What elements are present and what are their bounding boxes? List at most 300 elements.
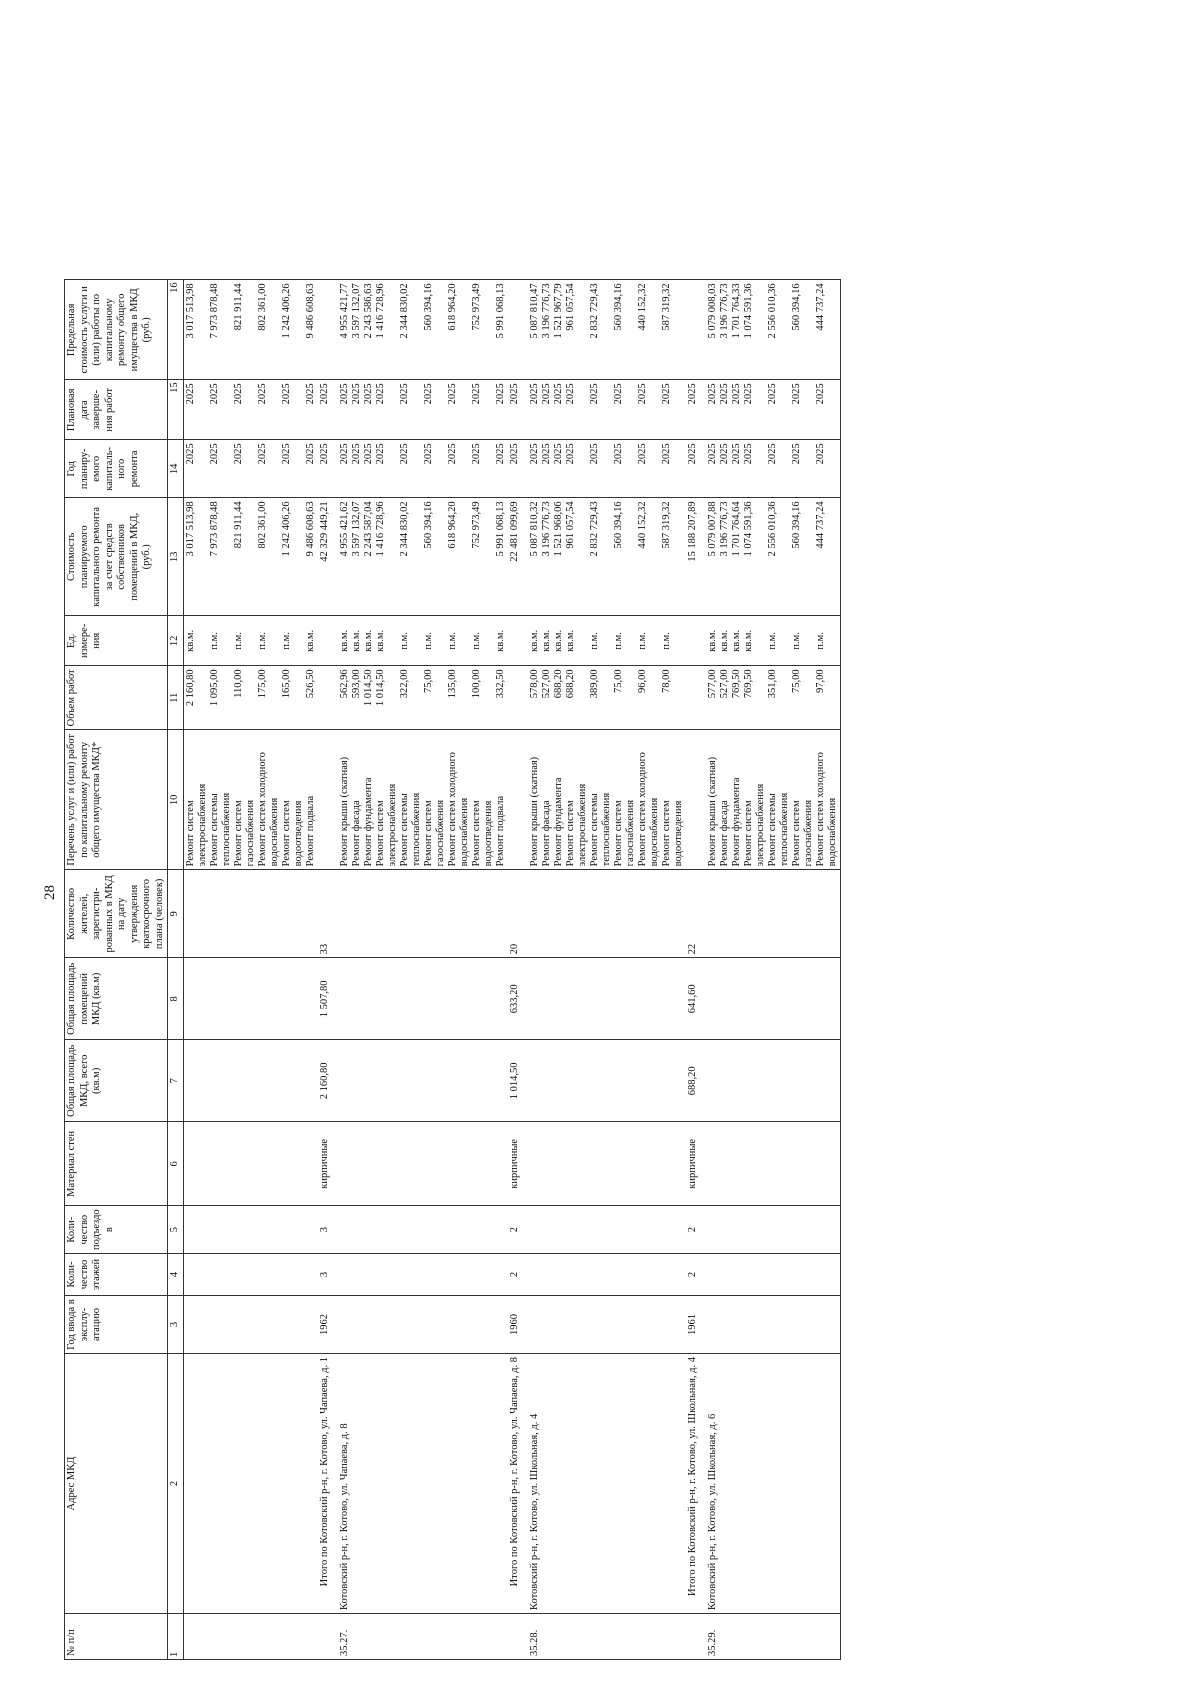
- line-spacer: [779, 669, 791, 726]
- line-spacer: [673, 501, 685, 612]
- unit-item: кв.м.: [350, 629, 362, 652]
- work-item-cont: газоснабжения: [244, 799, 256, 867]
- volume-item: 75,00: [422, 669, 434, 693]
- limit-item: 1 416 728,96: [374, 283, 386, 339]
- col-header-entrances: Коли-чество подъездо в: [65, 1206, 168, 1254]
- header-row: [65, 280, 168, 1660]
- work-item-cont: теплоснабжения: [220, 792, 232, 867]
- work-item: Ремонт систем: [374, 800, 386, 867]
- cost-item: 961 057,54: [564, 501, 576, 549]
- limit-cell: [183, 280, 318, 380]
- work-item: Ремонт крыши (скатная): [338, 756, 350, 867]
- cost-item: 1 416 728,96: [374, 501, 386, 557]
- end-item: 2025: [304, 383, 316, 405]
- cost-item: 3 196 776,73: [718, 501, 730, 557]
- year-item: 2025: [660, 443, 672, 465]
- volume-item: 75,00: [790, 669, 802, 693]
- line-spacer: [411, 619, 423, 662]
- total-plan-year: 2025: [686, 440, 700, 498]
- unit-cell: [338, 616, 508, 666]
- total-end-date: 2025: [686, 380, 700, 440]
- item-number: 35.29.: [706, 1614, 841, 1660]
- volume-item: 135,00: [446, 669, 458, 699]
- line-spacer: [601, 443, 613, 494]
- column-number-row: [168, 280, 184, 1660]
- item-number: 35.28.: [528, 1614, 686, 1660]
- total-residents: 33: [318, 870, 332, 958]
- line-spacer: [755, 619, 767, 662]
- cost-item: 3 017 513,98: [184, 501, 196, 557]
- work-item: Ремонт систем холодного: [636, 752, 648, 867]
- unit-item: п.м.: [612, 632, 624, 650]
- year-item: 2025: [612, 443, 624, 465]
- year-item: 2025: [790, 443, 802, 465]
- volume-cell: [706, 666, 841, 730]
- cost-item: 1 701 764,64: [730, 501, 742, 557]
- year-item: 2025: [256, 443, 268, 465]
- cost-item: 9 486 608,63: [304, 501, 316, 557]
- line-spacer: [779, 619, 791, 662]
- line-spacer: [245, 619, 257, 662]
- col-header-residents: Количество жителей, зарегистри-рованных в МКД на дату утверждения краткосрочного плана (человек): [65, 870, 168, 958]
- end-item: 2025: [256, 383, 268, 405]
- line-spacer: [625, 283, 637, 376]
- end-item: 2025: [528, 383, 540, 405]
- line-spacer: [483, 501, 495, 612]
- line-spacer: [577, 501, 589, 612]
- volume-item: 1 095,00: [208, 669, 220, 707]
- end-item: 2025: [398, 383, 410, 405]
- total-area-rooms: 633,20: [508, 958, 522, 1040]
- line-spacer: [827, 283, 839, 376]
- line-spacer: [625, 383, 637, 436]
- unit-item: п.м.: [208, 632, 220, 650]
- cost-item: 5 087 810,32: [528, 501, 540, 557]
- col-num-14: 14: [168, 440, 184, 498]
- line-spacer: [755, 501, 767, 612]
- unit-item: кв.м.: [304, 629, 316, 652]
- work-group-row: [338, 280, 508, 1660]
- end-item: 2025: [446, 383, 458, 405]
- unit-item: кв.м.: [362, 629, 374, 652]
- plan-year-cell: [528, 440, 686, 498]
- cost-item: 560 394,16: [790, 501, 802, 549]
- cost-item: 821 911,44: [232, 501, 244, 549]
- work-item-cont: теплоснабжения: [600, 792, 612, 867]
- total-cost: 22 481 099,69: [508, 498, 522, 616]
- line-spacer: [483, 669, 495, 726]
- work-item: Ремонт системы: [398, 793, 410, 867]
- line-spacer: [221, 501, 233, 612]
- line-spacer: [601, 283, 613, 376]
- line-spacer: [293, 283, 305, 376]
- end-item: 2025: [612, 383, 624, 405]
- line-spacer: [269, 443, 281, 494]
- limit-item: 2 243 586,63: [362, 283, 374, 339]
- year-item: 2025: [636, 443, 648, 465]
- cost-cell: [338, 498, 508, 616]
- col-header-address: Адрес МКД: [65, 1354, 168, 1614]
- work-item: Ремонт систем: [660, 800, 672, 867]
- work-item: Ремонт систем: [470, 800, 482, 867]
- end-item: 2025: [718, 383, 730, 405]
- volume-item: 389,00: [588, 669, 600, 699]
- volume-item: 2 160,80: [184, 669, 196, 707]
- line-spacer: [269, 669, 281, 726]
- col-header-plan-year: Год планиру-емого капиталь-ного ремонта: [65, 440, 168, 498]
- limit-item: 1 074 591,36: [742, 283, 754, 339]
- line-spacer: [601, 669, 613, 726]
- works-cell: [183, 730, 318, 870]
- unit-item: п.м.: [232, 632, 244, 650]
- year-item: 2025: [706, 443, 718, 465]
- line-spacer: [483, 383, 495, 436]
- line-spacer: [803, 283, 815, 376]
- unit-item: п.м.: [814, 632, 826, 650]
- work-group-row: [528, 280, 686, 1660]
- line-spacer: [673, 619, 685, 662]
- works-cell: [528, 730, 686, 870]
- line-spacer: [625, 619, 637, 662]
- item-number: 35.27.: [338, 1614, 508, 1660]
- col-header-year: Год ввода в эксплу-атацию: [65, 1296, 168, 1354]
- line-spacer: [459, 443, 471, 494]
- rotated-page: [40, 50, 1145, 1660]
- total-year: 1961: [686, 1296, 700, 1354]
- line-spacer: [221, 383, 233, 436]
- line-spacer: [803, 501, 815, 612]
- total-end-date: 2025: [318, 380, 332, 440]
- volume-item: 562,96: [338, 669, 350, 699]
- work-item-cont: газоснабжения: [802, 799, 814, 867]
- unit-cell: [706, 616, 841, 666]
- year-item: 2025: [280, 443, 292, 465]
- total-entrances: 2: [686, 1206, 700, 1254]
- line-spacer: [221, 443, 233, 494]
- address-cell: Котовский р-н, г. Котово, ул. Чапаева, д. 8: [338, 1354, 508, 1614]
- total-floors: 2: [686, 1254, 700, 1296]
- limit-item: 802 361,00: [256, 283, 268, 331]
- work-item: Ремонт системы: [208, 793, 220, 867]
- end-item: 2025: [494, 383, 506, 405]
- volume-item: 577,00: [706, 669, 718, 699]
- volume-cell: [528, 666, 686, 730]
- col-header-area-total: Общая площадь МКД, всего (кв.м): [65, 1040, 168, 1122]
- total-year: 1960: [508, 1296, 522, 1354]
- line-spacer: [577, 619, 589, 662]
- cost-item: 5 079 007,88: [706, 501, 718, 557]
- line-spacer: [803, 619, 815, 662]
- line-spacer: [197, 383, 209, 436]
- line-spacer: [197, 501, 209, 612]
- line-spacer: [293, 443, 305, 494]
- line-spacer: [483, 443, 495, 494]
- total-row: [508, 280, 522, 1660]
- unit-item: кв.м.: [494, 629, 506, 652]
- col-num-12: 12: [168, 616, 184, 666]
- line-spacer: [435, 619, 447, 662]
- plan-year-cell: [338, 440, 508, 498]
- line-spacer: [245, 501, 257, 612]
- col-header-volume: Объем работ: [65, 666, 168, 730]
- unit-cell: [528, 616, 686, 666]
- col-header-num: № п/п: [65, 1614, 168, 1660]
- line-spacer: [459, 501, 471, 612]
- line-spacer: [755, 669, 767, 726]
- volume-item: 322,00: [398, 669, 410, 699]
- cost-item: 560 394,16: [422, 501, 434, 549]
- total-area-total: 1 014,50: [508, 1040, 522, 1122]
- limit-item: 1 521 967,79: [552, 283, 564, 339]
- line-spacer: [625, 501, 637, 612]
- limit-item: 5 087 810,47: [528, 283, 540, 339]
- col-header-works: Перечень услуг и (или) работ по капитальному ремонту общего имущества МКД*: [65, 730, 168, 870]
- end-item: 2025: [660, 383, 672, 405]
- year-item: 2025: [362, 443, 374, 465]
- col-num-9: 9: [168, 870, 184, 958]
- year-item: 2025: [494, 443, 506, 465]
- total-cost: 15 188 207,89: [686, 498, 700, 616]
- unit-item: кв.м.: [730, 629, 742, 652]
- work-item-cont: электроснабжения: [576, 783, 588, 867]
- work-item: Ремонт системы: [766, 793, 778, 867]
- work-item: Ремонт фундамента: [552, 777, 564, 867]
- end-item: 2025: [790, 383, 802, 405]
- limit-item: 7 973 878,48: [208, 283, 220, 339]
- end-item: 2025: [552, 383, 564, 405]
- end-item: 2025: [742, 383, 754, 405]
- total-label: Итого по Котовский р-н, г. Котово, ул. Чапаева, д. 1: [318, 1354, 332, 1614]
- col-header-cost: Стоимость планируемого капитального ремонта за счет средств собственников помещений в МКД, (руб.): [65, 498, 168, 616]
- unit-item: кв.м.: [564, 629, 576, 652]
- repair-plan-table: [64, 279, 841, 1660]
- unit-item: п.м.: [422, 632, 434, 650]
- limit-item: 4 955 421,77: [338, 283, 350, 339]
- limit-item: 560 394,16: [422, 283, 434, 331]
- unit-item: кв.м.: [338, 629, 350, 652]
- line-spacer: [779, 443, 791, 494]
- line-spacer: [673, 443, 685, 494]
- cost-cell: [528, 498, 686, 616]
- line-spacer: [387, 619, 399, 662]
- volume-item: 351,00: [766, 669, 778, 699]
- line-spacer: [827, 383, 839, 436]
- line-spacer: [269, 501, 281, 612]
- line-spacer: [459, 619, 471, 662]
- line-spacer: [755, 443, 767, 494]
- col-num-2: 2: [168, 1354, 184, 1614]
- year-item: 2025: [232, 443, 244, 465]
- limit-item: 821 911,44: [232, 283, 244, 331]
- line-spacer: [625, 443, 637, 494]
- col-num-13: 13: [168, 498, 184, 616]
- volume-item: 110,00: [232, 669, 244, 698]
- line-spacer: [411, 669, 423, 726]
- work-item: Ремонт подвала: [304, 795, 316, 867]
- line-spacer: [827, 501, 839, 612]
- col-num-11: 11: [168, 666, 184, 730]
- limit-item: 3 597 132,07: [350, 283, 362, 339]
- limit-item: 440 152,32: [636, 283, 648, 331]
- volume-item: 175,00: [256, 669, 268, 699]
- line-spacer: [293, 669, 305, 726]
- work-item-cont: газоснабжения: [624, 799, 636, 867]
- cost-item: 752 973,49: [470, 501, 482, 549]
- address-cell: Котовский р-н, г. Котово, ул. Школьная, д. 6: [706, 1354, 841, 1614]
- volume-item: 75,00: [612, 669, 624, 693]
- line-spacer: [577, 669, 589, 726]
- work-item: Ремонт фасада: [540, 800, 552, 867]
- plan-year-cell: [706, 440, 841, 498]
- year-item: 2025: [470, 443, 482, 465]
- line-spacer: [649, 501, 661, 612]
- line-spacer: [387, 283, 399, 376]
- volume-item: 526,50: [304, 669, 316, 699]
- line-spacer: [673, 283, 685, 376]
- cost-item: 2 832 729,43: [588, 501, 600, 557]
- work-item: Ремонт систем холодного: [446, 752, 458, 867]
- work-item: Ремонт систем: [232, 800, 244, 867]
- col-num-15: 15: [168, 380, 184, 440]
- work-item: Ремонт фасада: [718, 800, 730, 867]
- limit-cell: [528, 280, 686, 380]
- col-num-8: 8: [168, 958, 184, 1040]
- line-spacer: [649, 619, 661, 662]
- line-spacer: [387, 669, 399, 726]
- cost-item: 7 973 878,48: [208, 501, 220, 557]
- volume-item: 527,00: [540, 669, 552, 699]
- volume-item: 688,20: [564, 669, 576, 699]
- limit-item: 5 991 068,13: [494, 283, 506, 339]
- line-spacer: [245, 443, 257, 494]
- col-header-floors: Коли-чество этажей: [65, 1254, 168, 1296]
- line-spacer: [197, 443, 209, 494]
- end-item: 2025: [588, 383, 600, 405]
- col-num-5: 5: [168, 1206, 184, 1254]
- unit-item: п.м.: [636, 632, 648, 650]
- line-spacer: [673, 669, 685, 726]
- limit-item: 2 344 830,02: [398, 283, 410, 339]
- col-num-4: 4: [168, 1254, 184, 1296]
- line-spacer: [673, 383, 685, 436]
- line-spacer: [779, 383, 791, 436]
- total-entrances: 3: [318, 1206, 332, 1254]
- volume-item: 1 014,50: [374, 669, 386, 707]
- line-spacer: [197, 283, 209, 376]
- work-item-cont: водоснабжения: [458, 797, 470, 867]
- line-spacer: [625, 669, 637, 726]
- unit-item: п.м.: [766, 632, 778, 650]
- limit-item: 560 394,16: [790, 283, 802, 331]
- plan-year-cell: [183, 440, 318, 498]
- line-spacer: [779, 283, 791, 376]
- page-number: 28: [42, 885, 58, 900]
- work-item: Ремонт фундамента: [362, 777, 374, 867]
- works-cell: [706, 730, 841, 870]
- year-item: 2025: [184, 443, 196, 465]
- work-item: Ремонт систем: [564, 800, 576, 867]
- line-spacer: [803, 669, 815, 726]
- end-item: 2025: [766, 383, 778, 405]
- line-spacer: [779, 501, 791, 612]
- cost-item: 2 344 830,02: [398, 501, 410, 557]
- work-item-cont: водоснабжения: [648, 797, 660, 867]
- line-spacer: [827, 443, 839, 494]
- total-plan-year: 2025: [318, 440, 332, 498]
- line-spacer: [387, 443, 399, 494]
- line-spacer: [387, 501, 399, 612]
- line-spacer: [577, 283, 589, 376]
- work-item: Ремонт систем: [612, 800, 624, 867]
- unit-item: кв.м.: [706, 629, 718, 652]
- col-num-16: 16: [168, 280, 184, 380]
- line-spacer: [293, 501, 305, 612]
- work-item-cont: теплоснабжения: [410, 792, 422, 867]
- unit-item: п.м.: [588, 632, 600, 650]
- cost-item: 3 597 132,07: [350, 501, 362, 557]
- total-label: Итого по Котовский р-н, г. Котово, ул. Школьная, д. 4: [686, 1354, 700, 1614]
- line-spacer: [221, 283, 233, 376]
- unit-item: кв.м.: [528, 629, 540, 652]
- work-item: Ремонт систем: [742, 800, 754, 867]
- year-item: 2025: [446, 443, 458, 465]
- line-spacer: [387, 383, 399, 436]
- limit-item: 1 242 406,26: [280, 283, 292, 339]
- total-area-total: 688,20: [686, 1040, 700, 1122]
- limit-item: 5 079 008,03: [706, 283, 718, 339]
- work-item-cont: электроснабжения: [386, 783, 398, 867]
- work-item-cont: электроснабжения: [196, 783, 208, 867]
- limit-item: 9 486 608,63: [304, 283, 316, 339]
- limit-item: 3 017 513,98: [184, 283, 196, 339]
- line-spacer: [269, 383, 281, 436]
- end-item: 2025: [564, 383, 576, 405]
- cost-item: 802 361,00: [256, 501, 268, 549]
- limit-item: 2 832 729,43: [588, 283, 600, 339]
- volume-item: 769,50: [730, 669, 742, 699]
- col-header-unit: Ед. измере-ния: [65, 616, 168, 666]
- line-spacer: [649, 383, 661, 436]
- line-spacer: [803, 383, 815, 436]
- unit-item: кв.м.: [540, 629, 552, 652]
- volume-cell: [338, 666, 508, 730]
- line-spacer: [435, 501, 447, 612]
- year-item: 2025: [814, 443, 826, 465]
- volume-item: 769,50: [742, 669, 754, 699]
- line-spacer: [435, 443, 447, 494]
- end-item: 2025: [470, 383, 482, 405]
- total-material: кирпичные: [508, 1122, 522, 1206]
- end-item: 2025: [280, 383, 292, 405]
- end-item: 2025: [636, 383, 648, 405]
- cost-item: 3 196 776,73: [540, 501, 552, 557]
- year-item: 2025: [208, 443, 220, 465]
- line-spacer: [827, 669, 839, 726]
- year-item: 2025: [398, 443, 410, 465]
- end-item: 2025: [350, 383, 362, 405]
- volume-cell: [183, 666, 318, 730]
- work-item: Ремонт систем: [422, 800, 434, 867]
- end-item: 2025: [232, 383, 244, 405]
- cost-item: 618 964,20: [446, 501, 458, 549]
- line-spacer: [577, 383, 589, 436]
- total-floors: 3: [318, 1254, 332, 1296]
- year-item: 2025: [730, 443, 742, 465]
- line-spacer: [197, 669, 209, 726]
- work-item: Ремонт систем холодного: [256, 752, 268, 867]
- cost-item: 2 243 587,04: [362, 501, 374, 557]
- col-num-1: 1: [168, 1614, 184, 1660]
